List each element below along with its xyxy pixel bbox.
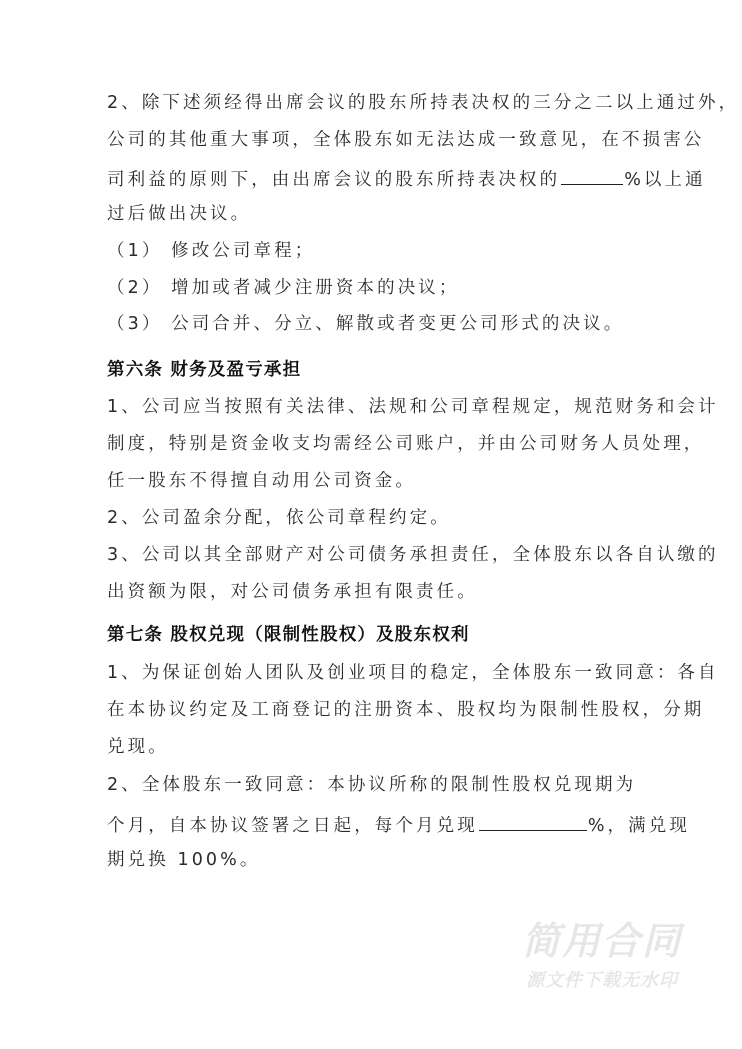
- section-heading-article-7: 第七条 股权兑现（限制性股权）及股东权利: [107, 625, 470, 645]
- section-heading-article-6: 第六条 财务及盈亏承担: [107, 360, 302, 380]
- clause-5-item-2-line-1: 2、除下述须经得出席会议的股东所持表决权的三分之二以上通过外，: [107, 93, 740, 113]
- article-6-item-3-line-1: 3、公司以其全部财产对公司债务承担责任，全体股东以各自认缴的: [107, 545, 719, 565]
- text-segment: 个月，自本协议签署之日起，每个月兑现: [107, 816, 478, 836]
- text-segment: %以上通: [624, 170, 706, 190]
- article-6-item-1-line-1: 1、公司应当按照有关法律、法规和公司章程规定，规范财务和会计: [107, 397, 719, 417]
- clause-5-item-2-line-2: 公司的其他重大事项，全体股东如无法达成一致意见，在不损害公: [107, 130, 705, 150]
- watermark: [512, 918, 692, 994]
- article-7-item-1-line-3: 兑现。: [107, 737, 169, 757]
- article-6-item-1-line-3: 任一股东不得擅自动用公司资金。: [107, 471, 416, 491]
- list-item-1: （1） 修改公司章程；: [107, 241, 316, 261]
- clause-5-item-2-line-4: 过后做出决议。: [107, 204, 252, 224]
- article-7-item-2-line-3: 期兑换 100%。: [107, 850, 261, 870]
- watermark-brand: 简用合同: [521, 919, 682, 963]
- article-7-item-2-line-1: 2、全体股东一致同意：本协议所称的限制性股权兑现期为: [107, 775, 637, 795]
- article-7-item-1-line-1: 1、为保证创始人团队及创业项目的稳定，全体股东一致同意：各自: [107, 663, 719, 683]
- watermark-tagline: 源文件下载无水印: [526, 970, 678, 991]
- clause-5-item-2-line-3: [107, 166, 706, 191]
- article-6-item-1-line-2: 制度，特别是资金收支均需经公司账户，并由公司财务人员处理，: [107, 434, 705, 454]
- list-item-3: （3） 公司合并、分立、解散或者变更公司形式的决议。: [107, 314, 625, 334]
- article-7-item-1-line-2: 在本协议约定及工商登记的注册资本、股权均为限制性股权，分期: [107, 700, 705, 720]
- text-segment: 司利益的原则下，由出席会议的股东所持表决权的: [107, 170, 561, 190]
- majority-percent-blank[interactable]: [561, 166, 623, 185]
- text-segment: %，满兑现: [587, 816, 690, 836]
- article-6-item-2: 2、公司盈余分配，依公司章程约定。: [107, 508, 451, 528]
- article-7-item-2-line-2: [107, 812, 690, 837]
- list-item-2: （2） 增加或者减少注册资本的决议；: [107, 278, 460, 298]
- monthly-vesting-percent-blank[interactable]: [479, 812, 587, 831]
- article-6-item-3-line-2: 出资额为限，对公司债务承担有限责任。: [107, 582, 478, 602]
